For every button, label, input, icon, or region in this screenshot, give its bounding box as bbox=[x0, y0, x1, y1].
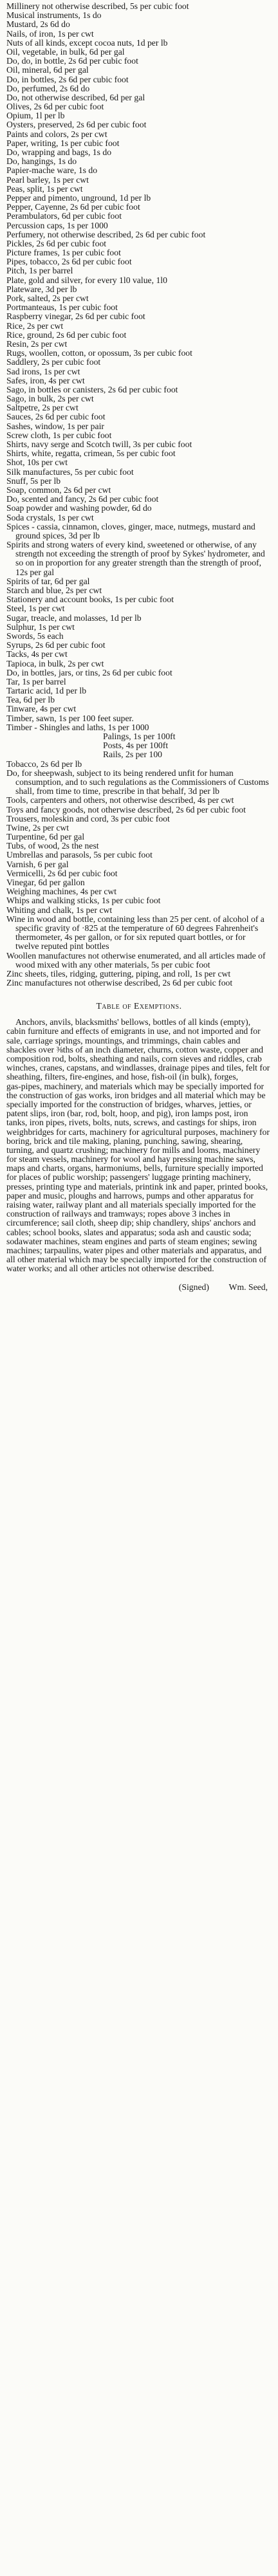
tariff-entry: Shirts, white, regatta, crimean, 5s per cubic foot bbox=[6, 449, 176, 459]
tariff-entry: Do, for sheepwash, subject to its being rendered unfit for human bbox=[6, 768, 234, 778]
exemption-line: for steam vessels, machinery for wool and hay pressing machine saws, bbox=[6, 1155, 255, 1164]
tariff-entry: Wine in wood and bottle, containing less than 25 per cent. of alcohol of a bbox=[6, 914, 264, 924]
exemptions-body bbox=[6, 1018, 272, 1273]
tariff-entry: Shirts, navy serge and Scotch twill, 3s per cubic foot bbox=[6, 440, 192, 449]
tariff-entry: Saltpetre, 2s per cwt bbox=[6, 403, 79, 413]
tariff-entry: Tapioca, in bulk, 2s per cwt bbox=[6, 659, 104, 668]
exemption-line: sheathing, filters, fire-engines, and hose, fish-oil (in bulk), forges, bbox=[6, 1072, 239, 1082]
exemption-line: patent slips, iron (bar, rod, bolt, hoop, and pig), iron lamps post, iron bbox=[6, 1109, 248, 1119]
tariff-entry: Mustard, 2s 6d do bbox=[6, 20, 70, 30]
tariff-entry: Nuts of all kinds, except cocoa nuts, 1d per lb bbox=[6, 38, 168, 48]
tariff-entry: Tinware, 4s per cwt bbox=[6, 704, 77, 714]
exemption-line: maps and charts, organs, harmoniums, bells, furniture specially imported bbox=[6, 1164, 263, 1173]
tariff-entry: Tartaric acid, 1d per lb bbox=[6, 686, 87, 696]
tariff-entry: Sulphur, 1s per cwt bbox=[6, 622, 75, 632]
tariff-entry: Woollen manufactures not otherwise enumerated, and all articles made of bbox=[6, 951, 266, 961]
tariff-entry: Timber, sawn, 1s per 100 feet super. bbox=[6, 713, 134, 723]
tariff-entry: Vinegar, 6d per gallon bbox=[6, 878, 85, 887]
tariff-entry: Musical instruments, 1s do bbox=[6, 11, 102, 21]
tariff-entry: Spirits of tar, 6d per gal bbox=[6, 576, 90, 586]
tariff-entry: Weighing machines, 4s per cwt bbox=[6, 887, 117, 897]
tariff-entry: so on in proportion for any greater strength than the strength of proof, bbox=[15, 558, 262, 568]
exemption-line: tanks, iron pipes, rivets, bolts, nuts, screws, and castings for ships, iron bbox=[6, 1118, 257, 1128]
tariff-entry: Do, hangings, 1s do bbox=[6, 157, 77, 167]
exemption-line: specially imported for the construction of bridges, wharves, jetties, or bbox=[6, 1099, 252, 1109]
exemption-line: paper and music, ploughs and harrows, pumps and other apparatus for bbox=[6, 1191, 254, 1201]
signature-block bbox=[6, 1283, 272, 1292]
exemption-line: Anchors, anvils, blacksmiths' bellows, bottles of all kinds (empty), bbox=[15, 1018, 251, 1027]
tariff-entry: Soda crystals, 1s per cwt bbox=[6, 513, 94, 522]
tariff-entry: Pepper, Cayenne, 2s 6d per cubic foot bbox=[6, 203, 140, 212]
signed-label: (Signed) bbox=[178, 1282, 209, 1292]
tariff-entry: Perambulators, 6d per cubic foot bbox=[6, 212, 122, 221]
exemption-line: gas-pipes, machinery, and materials which may be specially imported for bbox=[6, 1081, 264, 1091]
tariff-entry: Pitch, 1s per barrel bbox=[6, 266, 73, 276]
tariff-entry: Plateware, 3d per lb bbox=[6, 284, 77, 294]
tariff-entry: 12s per gal bbox=[15, 567, 55, 577]
tariff-entry: Tar, 1s per barrel bbox=[6, 677, 66, 686]
exemption-line: weighbridges for carts, machinery for agricultural purposes, machinery for bbox=[6, 1127, 270, 1137]
exemption-line: shackles over ⅜ths of an inch diameter, churns, cotton waste, copper and bbox=[6, 1045, 263, 1054]
tariff-entry: Do, in bottles, jars, or tins, 2s 6d per cubic foot bbox=[6, 668, 172, 677]
tariff-entry: Do, scented and fancy, 2s 6d per cubic foot bbox=[6, 495, 159, 504]
exemption-line: turning, and quartz crushing; machinery for mills and looms, machinery bbox=[6, 1145, 261, 1155]
tariff-entry: Oil, vegetable, in bulk, 6d per gal bbox=[6, 47, 125, 57]
tariff-entry: Olives, 2s 6d per cubic foot bbox=[6, 102, 104, 112]
tariff-entry: Do, in bottles, 2s 6d per cubic foot bbox=[6, 75, 129, 84]
tariff-entry: Papier-mache ware, 1s do bbox=[6, 166, 98, 176]
tariff-entry: Raspberry vinegar, 2s 6d per cubic foot bbox=[6, 312, 145, 322]
tariff-entry: Do, wrapping and bags, 1s do bbox=[6, 148, 112, 157]
tariff-entry: Opium, 1l per lb bbox=[6, 111, 65, 121]
tariff-entry: consumption, and to such regulations as the Commissioners of Customs bbox=[15, 777, 269, 787]
tariff-entry: Oil, mineral, 6d per gal bbox=[6, 66, 89, 75]
tariff-entry: Saddlery, 2s per cubic foot bbox=[6, 358, 101, 367]
exemption-line: all other material which may be specially imported for the construction of bbox=[6, 1255, 267, 1265]
tariff-entry: Peas, split, 1s per cwt bbox=[6, 184, 83, 194]
tariff-entry: Plate, gold and silver, for every 1l0 value, 1l0 bbox=[6, 275, 167, 285]
tariff-entry: Tacks, 4s per cwt bbox=[6, 650, 68, 659]
tariff-entry: Steel, 1s per cwt bbox=[6, 604, 65, 614]
tariff-entry: ground spices, 3d per lb bbox=[15, 531, 100, 540]
tariff-entry: Varnish, 6 per gal bbox=[6, 860, 69, 869]
tariff-entry: Umbrellas and parasols, 5s per cubic foot bbox=[6, 851, 153, 860]
tariff-entry: Perfumery, not otherwise described, 2s 6d per cubic foot bbox=[6, 230, 206, 239]
tariff-entry: Shot, 10s per cwt bbox=[6, 458, 68, 468]
tariff-entry: Twine, 2s per cwt bbox=[6, 823, 70, 833]
tariff-entry: Soap powder and washing powder, 6d do bbox=[6, 504, 152, 513]
exemption-line: for places of public worship; passengers' luggage printing machinery, bbox=[6, 1173, 251, 1182]
tariff-entry: Syrups, 2s 6d per cubic foot bbox=[6, 641, 106, 650]
exemption-line: construction of railways and tramways; ropes above 3 inches in bbox=[6, 1210, 230, 1219]
tariff-entry: Pickles, 2s 6d per cubic foot bbox=[6, 239, 107, 248]
tariff-entry: Sago, in bulk, 2s per cwt bbox=[6, 394, 94, 404]
tariff-entry: Trousers, moleskin and cord, 3s per cubic foot bbox=[6, 814, 170, 823]
exemption-line: raising water, railway plant and all materials specially imported for the bbox=[6, 1201, 256, 1210]
tariff-entry: Turpentine, 6d per gal bbox=[6, 833, 85, 842]
tariff-entry: Timber - Shingles and laths, 1s per 1000 bbox=[6, 722, 149, 732]
tariff-entry: Whips and walking sticks, 1s per cubic foot bbox=[6, 896, 161, 906]
tariff-entry: Tools, carpenters and others, not otherwise described, 4s per cwt bbox=[6, 796, 234, 805]
tariff-entry: Swords, 5s each bbox=[6, 631, 64, 641]
tariff-entry: Sago, in bottles or canisters, 2s 6d per cubic foot bbox=[6, 385, 178, 394]
tariff-entry: wood mixed with any other materials, 5s per cubic foot bbox=[15, 960, 210, 970]
tariff-entry: Percussion caps, 1s per 1000 bbox=[6, 221, 108, 230]
tariff-entry: Rugs, woollen, cotton, or opossum, 3s per cubic foot bbox=[6, 349, 192, 358]
tariff-entry: specific gravity of ·825 at the temperature of 60 degrees Fahrenheit's bbox=[15, 923, 259, 933]
tariff-entry: Picture frames, 1s per cubic foot bbox=[6, 248, 121, 258]
tariff-entry-continued: Posts, 4s per 100ft bbox=[103, 741, 169, 751]
tariff-entry: Zinc sheets, tiles, ridging, guttering, piping, and roll, 1s per cwt bbox=[6, 969, 231, 979]
exemption-line: water works; and all other articles not otherwise described. bbox=[6, 1264, 214, 1274]
tariff-entry: Portmanteaus, 1s per cubic foot bbox=[6, 303, 118, 313]
tariff-entry: Do, perfumed, 2s 6d do bbox=[6, 84, 90, 93]
exemption-line: composition rod, bolts, sheathing and nails, corn sieves and riddles, crab bbox=[6, 1054, 262, 1063]
tariff-entry: Pepper and pimento, unground, 1d per lb bbox=[6, 193, 151, 203]
tariff-entry: strength not exceeding the strength of proof by Sykes' hydrometer, and bbox=[15, 549, 265, 559]
tariff-entry: Nails, of iron, 1s per cwt bbox=[6, 29, 94, 39]
tariff-entry: Screw cloth, 1s per cubic foot bbox=[6, 430, 112, 440]
exemption-line: sale, carriage springs, mountings, and trimmings, chain cables and bbox=[6, 1036, 241, 1045]
tariff-entry: Pearl barley, 1s per cwt bbox=[6, 175, 89, 185]
exemptions-title: Table of Exemptions. bbox=[96, 1001, 182, 1011]
tariff-entry: Sashes, window, 1s per pair bbox=[6, 421, 104, 431]
tariff-entry: Pipes, tobacco, 2s 6d per cubic foot bbox=[6, 257, 132, 267]
tariff-entry: Do, not otherwise described, 6d per gal bbox=[6, 93, 145, 102]
tariff-entry: Resin, 2s per cwt bbox=[6, 339, 68, 349]
tariff-schedule bbox=[6, 2, 272, 988]
tariff-entry: Vermicelli, 2s 6d per cubic foot bbox=[6, 869, 118, 878]
tariff-entry: Paper, writing, 1s per cubic foot bbox=[6, 138, 120, 148]
tariff-entry: Starch and blue, 2s per cwt bbox=[6, 586, 102, 595]
tariff-entry: Snuff, 5s per lb bbox=[6, 476, 61, 486]
exemption-line: the construction of gas works, iron bridges and all material which may be bbox=[6, 1090, 266, 1100]
tariff-entry: twelve reputed pint bottles bbox=[15, 942, 109, 952]
tariff-entry-continued: Palings, 1s per 100ft bbox=[103, 732, 176, 741]
exemption-line: boring, brick and tile making, planing, punching, sawing, shearing, bbox=[6, 1136, 243, 1146]
tariff-entry-continued: Rails, 2s per 100 bbox=[103, 750, 163, 760]
tariff-entry: Silk manufactures, 5s per cubic foot bbox=[6, 467, 134, 477]
exemption-line: cabin furniture and effects of emigrants in use, and not imported and for bbox=[6, 1027, 261, 1036]
tariff-entry: shall, from time to time, prescribe in that behalf, 3d per lb bbox=[15, 787, 220, 796]
tariff-entry: Tea, 6d per lb bbox=[6, 695, 55, 705]
signatory-name: Wm. Seed, bbox=[228, 1282, 268, 1292]
tariff-entry: Spices - cassia, cinnamon, cloves, ginger, mace, nutmegs, mustard and bbox=[6, 522, 255, 531]
tariff-entry: Rice, ground, 2s 6d per cubic foot bbox=[6, 330, 127, 340]
tariff-entry: Stationery and account books, 1s per cubic foot bbox=[6, 595, 174, 605]
exemption-line: circumference; sail cloth, sheep dip; ship chandlery, ships' anchors and bbox=[6, 1219, 256, 1228]
tariff-entry: Tubs, of wood, 2s the nest bbox=[6, 842, 99, 851]
tariff-entry: Sad irons, 1s per cwt bbox=[6, 367, 80, 376]
tariff-entry: Safes, iron, 4s per cwt bbox=[6, 376, 85, 385]
tariff-entry: Sugar, treacle, and molasses, 1d per lb bbox=[6, 613, 142, 623]
tariff-entry: Toys and fancy goods, not otherwise described, 2s 6d per cubic foot bbox=[6, 805, 246, 814]
tariff-entry: Rice, 2s per cwt bbox=[6, 321, 64, 331]
exemption-line: winches, cranes, capstans, and windlasses, drainage pipes and tiles, felt for bbox=[6, 1063, 270, 1073]
tariff-entry: Pork, salted, 2s per cwt bbox=[6, 294, 89, 303]
tariff-entry: Do, do, in bottle, 2s 6d per cubic foot bbox=[6, 57, 138, 66]
tariff-entry: Zinc manufactures not otherwise described, 2s 6d per cubic foot bbox=[6, 979, 233, 988]
tariff-entry: Paints and colors, 2s per cwt bbox=[6, 129, 107, 139]
tariff-entry: Oysters, preserved, 2s 6d per cubic foot bbox=[6, 120, 147, 130]
tariff-entry: Whiting and chalk, 1s per cwt bbox=[6, 905, 113, 915]
exemption-line: sodawater machines, steam engines and parts of steam engines; sewing bbox=[6, 1237, 257, 1246]
tariff-entry: Spirits and strong waters of every kind, sweetened or otherwise, of any bbox=[6, 540, 257, 550]
tariff-entry: Soap, common, 2s 6d per cwt bbox=[6, 485, 111, 495]
tariff-entry: Tobacco, 2s 6d per lb bbox=[6, 759, 82, 769]
exemption-line: cables; school books, slates and apparatus; soda ash and caustic soda; bbox=[6, 1228, 252, 1237]
tariff-entry: Sauces, 2s 6d per cubic foot bbox=[6, 412, 106, 422]
tariff-entry: Millinery not otherwise described, 5s per cubic foot bbox=[6, 2, 189, 11]
exemption-line: presses, printing type and materials, printink ink and paper, printed books, bbox=[6, 1182, 268, 1191]
tariff-entry: thermometer, 4s per gallon, or for six reputed quart bottles, or for bbox=[15, 933, 246, 943]
exemption-line: machines; tarpaulins, water pipes and other materials and apparatus, and bbox=[6, 1246, 262, 1255]
